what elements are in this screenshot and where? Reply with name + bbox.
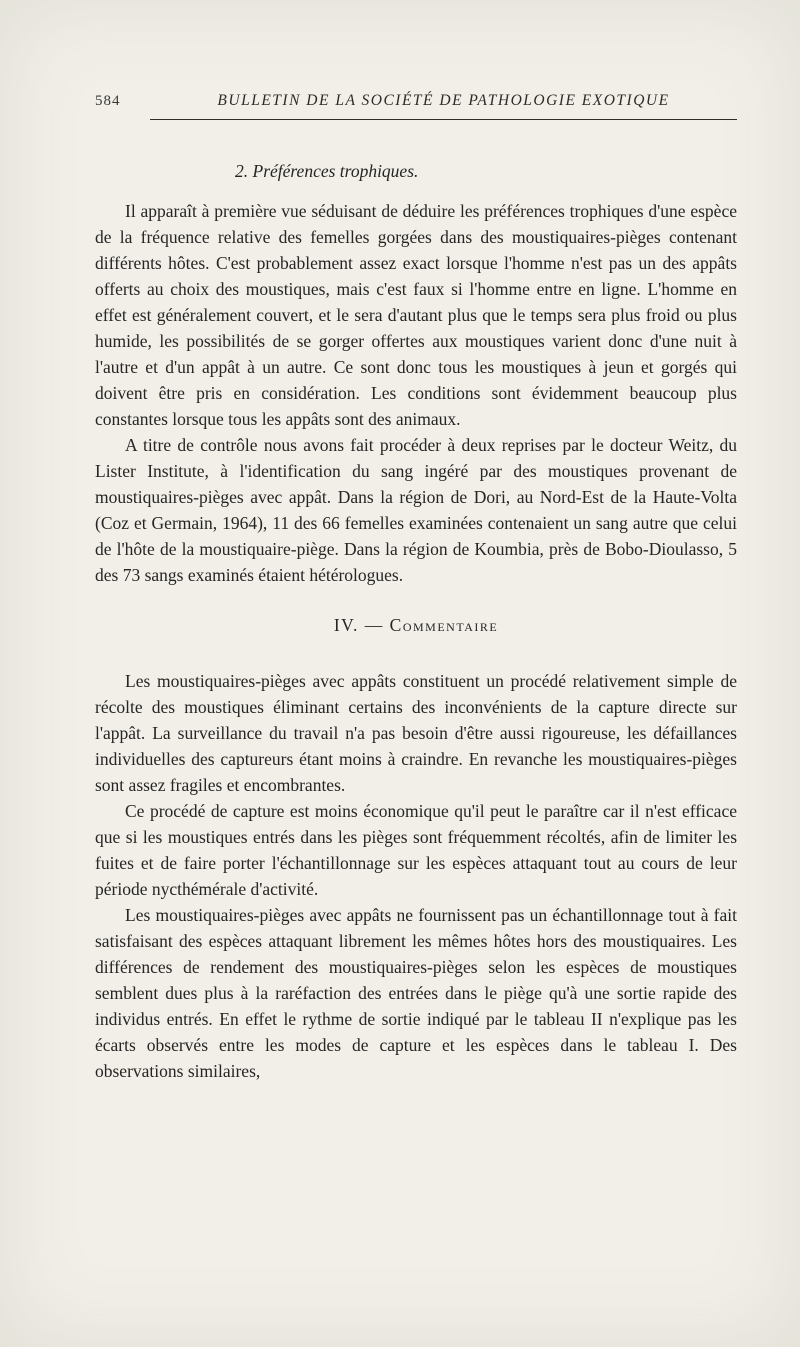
page-header (95, 92, 737, 110)
paragraph-trophic-2: A titre de contrôle nous avons fait procéder à deux reprises par le docteur Weitz, du Lister Institute, à l'identification du sang ingéré par des moustiques provenant de moustiquaires-pièges avec appât. Dans la région de Dori, au Nord-Est de la Haute-Volta (Coz et Germain, 1964), 11 des 66 femelles examinées contenaient un sang autre que celui de l'hôte de la moustiquaire-piège. Dans la région de Koumbia, près de Bobo-Dioulasso, 5 des 73 sangs examinés étaient hétérologues. (95, 435, 737, 585)
paragraph-commentaire-2: Ce procédé de capture est moins économique qu'il peut le paraître car il n'est efficace que si les moustiques entrés dans les pièges sont fréquemment récoltés, afin de limiter les fuites et de faire porter l'échantillonnage sur les espèces attaquant tout au cours de leur période nycthémérale d'activité. (95, 801, 737, 899)
section-heading-commentaire: IV. — Commentaire (333, 615, 499, 635)
page-body (95, 158, 737, 1084)
running-title: BULLETIN DE LA SOCIÉTÉ DE PATHOLOGIE EXOTIQUE (217, 92, 670, 109)
header-rule (150, 119, 737, 120)
paragraph-trophic-1: Il apparaît à première vue séduisant de déduire les préférences trophiques d'une espèce de la fréquence relative des femelles gorgées dans des moustiquaires-pièges contenant différents hôtes. C'est probablement assez exact lorsque l'homme n'est pas un des appâts offerts au choix des moustiques, mais c'est faux si l'homme entre en ligne. L'homme en effet est généralement couvert, et le sera d'autant plus que le temps sera plus froid ou plus humide, les possibilités de se gorger offertes aux moustiques varient donc d'une nuit à l'autre et d'un appât à un autre. Ce sont donc tous les moustiques à jeun et gorgés qui doivent être pris en considération. Les conditions sont évidemment beaucoup plus constantes lorsque tous les appâts sont des animaux. (95, 201, 737, 429)
paragraph-commentaire-3: Les moustiquaires-pièges avec appâts ne fournissent pas un échantillonnage tout à fait satisfaisant des espèces attaquant librement les mêmes hôtes hors des moustiquaires. Les différences de rendement des moustiquaires-pièges selon les espèces de moustiques semblent dues plus à la raréfaction des entrées dans le piège qu'à une sortie rapide des individus entrés. En effet le rythme de sortie indiqué par le tableau II n'explique pas les écarts observés entre les modes de capture et les espèces dans le tableau I. Des observations similaires, (95, 905, 737, 1081)
section-heading-preferences-trophiques: 2. Préférences trophiques. (235, 161, 419, 181)
paragraph-commentaire-1: Les moustiquaires-pièges avec appâts constituent un procédé relativement simple de récolte des moustiques éliminant certains des inconvénients de la capture directe sur l'appât. La surveillance du travail n'a pas besoin d'être aussi rigoureuse, les défaillances individuelles des captureurs étant moins à craindre. En revanche les moustiquaires-pièges sont assez fragiles et encombrantes. (95, 671, 737, 795)
page-number: 584 (95, 93, 121, 109)
